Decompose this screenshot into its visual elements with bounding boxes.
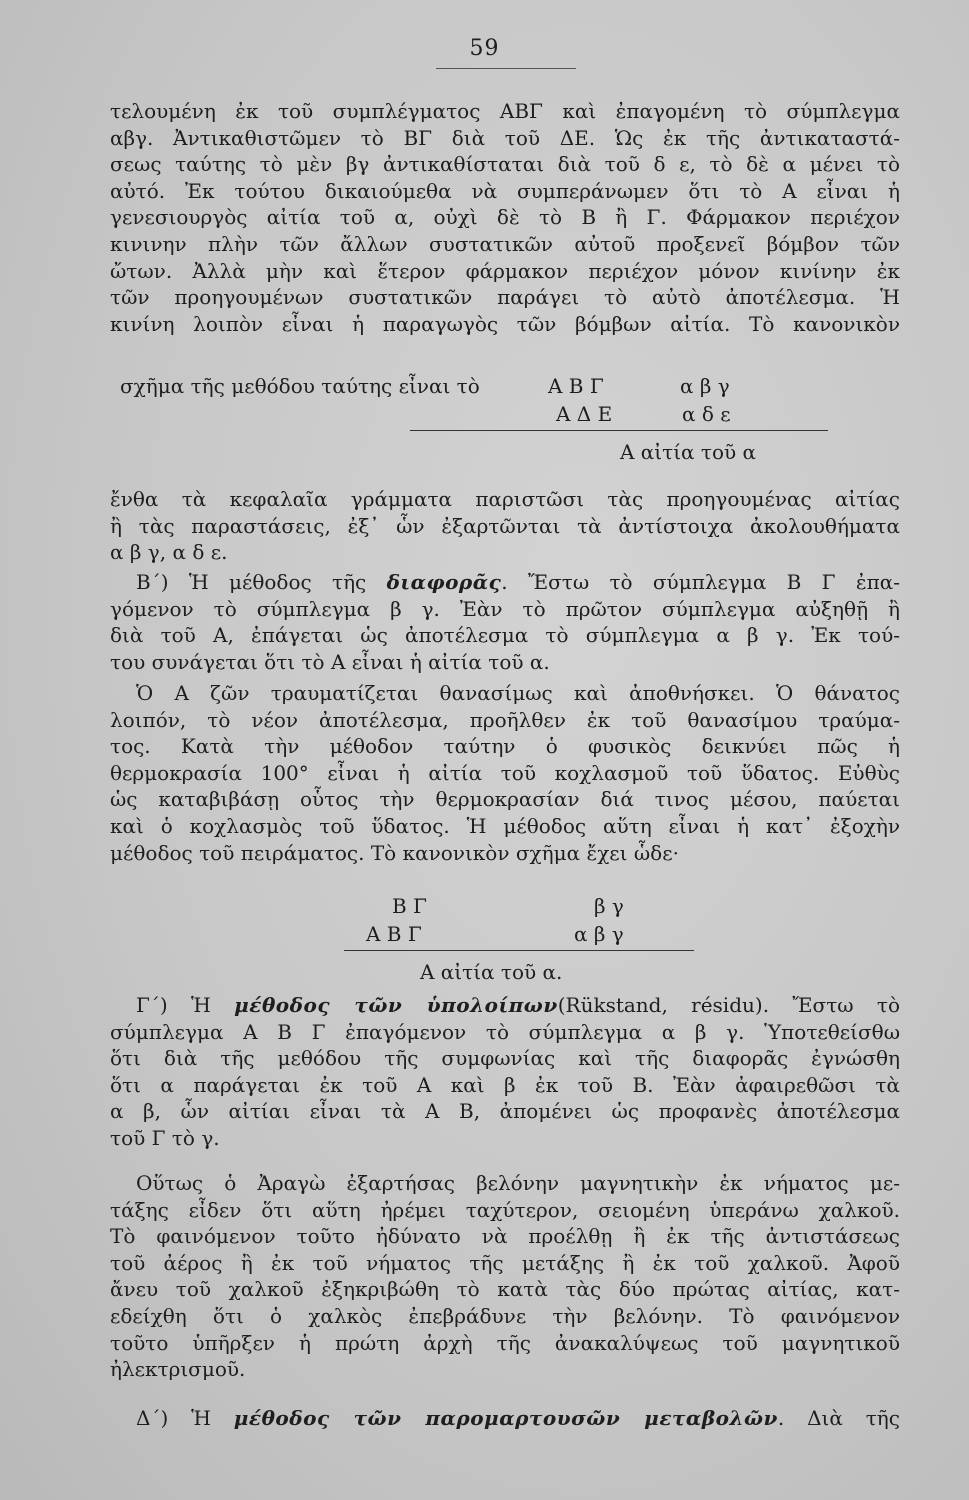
section-c — [110, 992, 900, 1152]
schema-1-row-1-causes: Α Β Γ — [548, 374, 604, 398]
text-line: τοῦ Γ τὸ γ. — [110, 1125, 220, 1150]
text-line: Τὸ φαινόμενον τοῦτο ἠδύνατο νὰ προέλθῃ ἢ ἐκ τῆς ἀντιστάσεως — [110, 1224, 900, 1249]
section-b-prefix: Β´) Ἡ μέθοδος τῆς — [136, 570, 387, 594]
text-line: γόμενον τὸ σύμπλεγμα β γ. Ἐὰν τὸ πρῶτον σύμπλεγμα αὐξηθῇ ἢ — [110, 596, 900, 621]
text-line: α β, ὧν αἰτίαι εἶναι τὰ Α Β, ἀπομένει ὡς προφανὲς ἀποτέλεσμα — [110, 1099, 900, 1124]
schema-1-row-1-effects: α β γ — [680, 374, 730, 398]
schema-intro: σχῆμα τῆς μεθόδου ταύτης εἶναι τὸ — [120, 374, 480, 398]
schema-1-rule — [410, 430, 828, 431]
text-line: κινίνη λοιπὸν εἶναι ἡ παραγωγὸς τῶν βόμβων αἰτία. Τὸ κανονικὸν — [110, 311, 900, 336]
section-d-rest: . Διὰ τῆς — [777, 1406, 900, 1430]
paragraph-2 — [110, 486, 900, 566]
section-b-term: διαφορᾶς — [386, 570, 502, 594]
schema-2-row-1-effects: β γ — [594, 894, 624, 918]
section-b — [110, 569, 900, 675]
text-line: ὅτι διὰ τῆς μεθόδου τῆς συμφωνίας καὶ τῆς διαφορᾶς ἐγνώσθη — [110, 1046, 900, 1071]
text-line: Ὁ Α ζῶν τραυματίζεται θανασίμως καὶ ἀποθνήσκει. Ὁ θάνατος — [136, 681, 900, 705]
schema-2-row-2-effects: α β γ — [574, 922, 624, 946]
text-line: ἔνθα τὰ κεφαλαῖα γράμματα παριστῶσι τὰς προηγουμένας αἰτίας — [110, 487, 900, 511]
schema-2-row-1-causes: Β Γ — [392, 894, 427, 918]
text-line: ἢ τὰς παραστάσεις, ἐξ᾽ ὧν ἐξαρτῶνται τὰ ἀντίστοιχα ἀκολουθήματα — [110, 513, 900, 538]
text-line: σεως ταύτης τὸ μὲν βγ ἀντικαθίσταται διὰ τοῦ δ ε, τὸ δὲ α μένει τὸ — [110, 152, 900, 177]
text-line: γενεσιουργὸς αἰτία τοῦ α, οὐχὶ δὲ τὸ Β ἢ Γ. Φάρμακον περιέχον — [110, 205, 900, 230]
schema-2-result: Α αἰτία τοῦ α. — [420, 960, 563, 984]
header-rule — [436, 68, 576, 69]
page-number: 59 — [469, 36, 500, 61]
text-line: ἄνευ τοῦ χαλκοῦ ἐξηκριβώθη τὸ κατὰ τὰς δύο πρώτας αἰτίας, κατ- — [110, 1277, 900, 1302]
section-d-term: μέθοδος τῶν παρομαρτουσῶν μεταβολῶν — [233, 1406, 778, 1430]
schema-1-row-2-effects: α δ ε — [682, 402, 731, 426]
schema-1-result: Α αἰτία τοῦ α — [620, 440, 757, 464]
paragraph-3 — [110, 680, 900, 866]
text-line: τελουμένη ἐκ τοῦ συμπλέγματος ΑΒΓ καὶ ἐπαγομένη τὸ σύμπλεγμα — [110, 99, 900, 123]
text-line: θερμοκρασία 100° εἶναι ἡ αἰτία τοῦ κοχλασμοῦ τοῦ ὕδατος. Εὐθὺς — [110, 760, 900, 785]
section-b-heading-line — [110, 569, 900, 596]
text-line: σύμπλεγμα Α Β Γ ἐπαγόμενον τὸ σύμπλεγμα α β γ. Ὑποτεθείσθω — [110, 1019, 900, 1044]
text-line: ὡς καταβιβάσῃ οὗτος τὴν θερμοκρασίαν διά τινος μέσου, παύεται — [110, 787, 900, 812]
text-line: ὤτων. Ἀλλὰ μὴν καὶ ἕτερον φάρμακον περιέχον μόνον κινίνην ἐκ — [110, 258, 900, 283]
section-d — [110, 1405, 900, 1432]
section-d-prefix: Δ´) Ἡ — [136, 1406, 234, 1430]
section-c-prefix: Γ´) Ἡ — [136, 993, 235, 1017]
text-line: εδείχθη ὅτι ὁ χαλκὸς ἐπεβράδυνε τὴν βελόνην. Τὸ φαινόμενον — [110, 1303, 900, 1328]
schema-2-rule — [344, 950, 694, 951]
text-line: ὅτι α παράγεται ἐκ τοῦ Α καὶ β ἐκ τοῦ Β. Ἐὰν ἀφαιρεθῶσι τὰ — [110, 1072, 900, 1097]
text-line: αὐτό. Ἐκ τούτου δικαιούμεθα νὰ συμπεράνωμεν ὅτι τὸ Α εἶναι ἡ — [110, 178, 900, 203]
text-line: διὰ τοῦ Α, ἐπάγεται ὡς ἀποτέλεσμα τὸ σύμπλεγμα α β γ. Ἐκ τού- — [110, 623, 900, 648]
text-line: Οὕτως ὁ Ἀραγὼ ἐξαρτήσας βελόνην μαγνητικὴν ἐκ νήματος με- — [136, 1171, 900, 1195]
text-line: τάξης εἶδεν ὅτι αὕτη ἠρέμει ταχύτερον, σειομένη ὑπεράνω χαλκοῦ. — [110, 1197, 900, 1222]
text-line: τοῦ ἀέρος ἢ ἐκ τοῦ νήματος τῆς μετάξης ἢ ἐκ τοῦ χαλκοῦ. Ἀφοῦ — [110, 1250, 900, 1275]
text-line: τῶν προηγουμένων συστατικῶν παράγει τὸ αὐτὸ ἀποτέλεσμα. Ἡ — [110, 285, 900, 310]
section-c-rest: (Rükstand, résidu). Ἔστω τὸ — [557, 993, 900, 1017]
text-line: του συνάγεται ὅτι τὸ Α εἶναι ἡ αἰτία τοῦ α. — [110, 649, 550, 674]
section-b-rest: . Ἔστω τὸ σύμπλεγμα Β Γ ἐπα- — [501, 570, 900, 594]
text-line: αβγ. Ἀντικαθιστῶμεν τὸ ΒΓ διὰ τοῦ ΔΕ. Ὡς ἐκ τῆς ἀντικαταστά- — [110, 125, 900, 150]
schema-2-row-2-causes: Α Β Γ — [366, 922, 422, 946]
section-c-term: μέθοδος τῶν ὑπολοίπων — [234, 993, 558, 1017]
paragraph-1 — [110, 98, 900, 337]
text-line: α β γ, α δ ε. — [110, 540, 228, 565]
text-line: τοῦτο ὑπῆρξεν ἡ πρώτη ἀρχὴ τῆς ἀνακαλύψεως τοῦ μαγνητικοῦ — [110, 1330, 900, 1355]
section-d-heading-line — [110, 1405, 900, 1432]
text-line: ἠλεκτρισμοῦ. — [110, 1357, 246, 1382]
text-line: μέθοδος τοῦ πειράματος. Τὸ κανονικὸν σχῆμα ἔχει ὧδε· — [110, 840, 679, 865]
section-c-heading-line — [110, 992, 900, 1019]
text-line: καὶ ὁ κοχλασμὸς τοῦ ὕδατος. Ἡ μέθοδος αὕτη εἶναι ἡ κατ᾽ ἐξοχὴν — [110, 813, 900, 838]
schema-1-row-2-causes: Α Δ Ε — [556, 402, 613, 426]
text-line: κινινην πλὴν τῶν ἄλλων συστατικῶν αὐτοῦ προξενεῖ βόμβον τῶν — [110, 231, 900, 256]
paragraph-4 — [110, 1170, 900, 1383]
text-line: τος. Κατὰ τὴν μέθοδον ταύτην ὁ φυσικὸς δεικνύει πῶς ἡ — [110, 734, 900, 759]
text-line: λοιπόν, τὸ νέον ἀποτέλεσμα, προῆλθεν ἐκ τοῦ θανασίμου τραύμα- — [110, 707, 900, 732]
